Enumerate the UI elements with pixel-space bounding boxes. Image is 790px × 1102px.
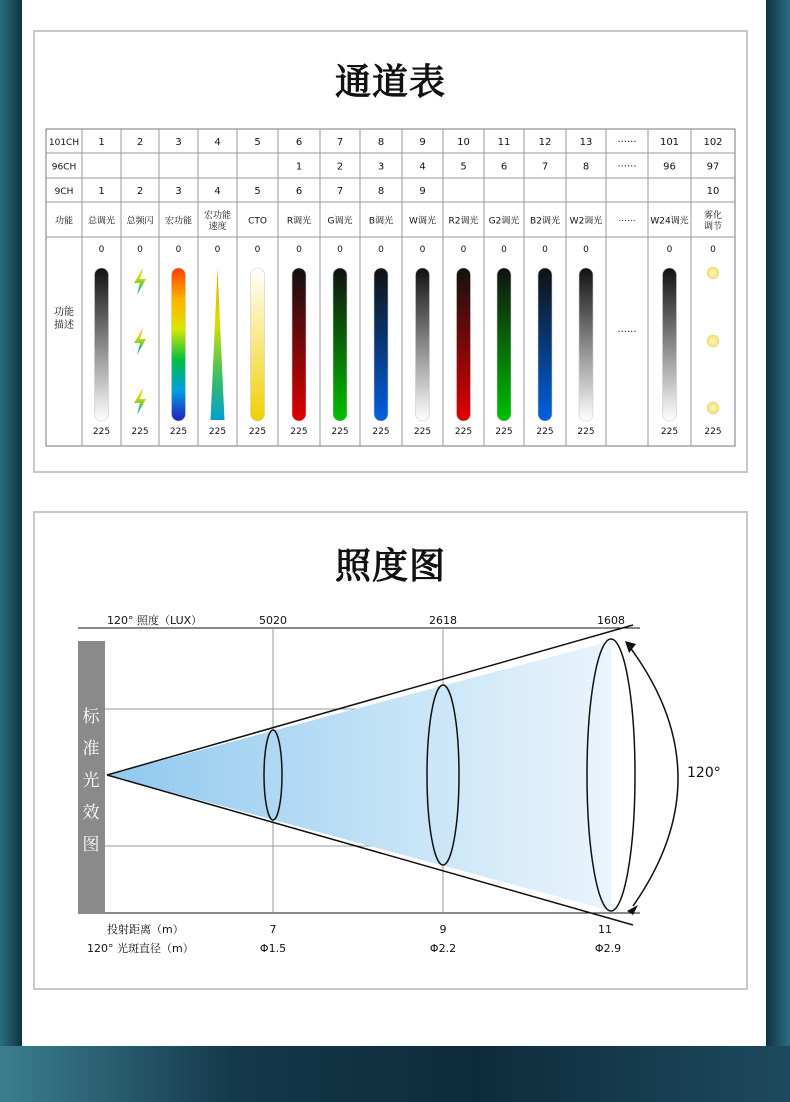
min-value: 0	[583, 245, 589, 255]
min-value: 0	[419, 245, 426, 255]
strobe-icon	[134, 388, 146, 415]
min-value: 0	[542, 245, 548, 255]
min-value: 0	[98, 245, 105, 255]
min-value: 0	[214, 245, 221, 255]
lux-label: 120° 照度（LUX）	[107, 614, 203, 627]
cell-value: ······	[617, 161, 637, 173]
cell-value: 8	[582, 161, 590, 173]
channel-bar	[172, 268, 186, 421]
max-value: 225	[208, 427, 227, 437]
channel-table-panel	[33, 30, 748, 473]
max-value: 225	[536, 427, 554, 437]
min-value: 0	[254, 245, 261, 255]
cell-value: 6	[295, 186, 303, 197]
min-value: 0	[710, 245, 716, 255]
channel-bar	[538, 268, 552, 421]
cell-value: 13	[579, 137, 593, 148]
min-value: 0	[378, 245, 384, 255]
channel-bar	[251, 268, 265, 421]
side-label-char: 图	[82, 835, 100, 855]
angle-arc	[629, 646, 678, 906]
function-name: 宏功能	[164, 216, 193, 227]
description-label: 功能	[54, 307, 74, 318]
cell-value: 5	[460, 161, 467, 173]
arc-arrowhead-top	[625, 641, 636, 653]
function-name: W2调光	[569, 216, 603, 227]
cell-value: 8	[377, 137, 385, 148]
distance-value: 9	[439, 923, 447, 936]
table-border	[46, 129, 735, 446]
fog-dot	[707, 402, 719, 414]
function-name: 调节	[703, 222, 723, 232]
max-value: 225	[131, 427, 149, 437]
cell-value: 9	[419, 137, 426, 148]
cell-value: ······	[617, 137, 637, 148]
light-beam	[107, 641, 611, 911]
max-value: 225	[92, 427, 111, 437]
cell-value: 9	[419, 186, 426, 197]
cell-value: 10	[706, 186, 720, 197]
cell-value: 6	[500, 161, 508, 173]
lux-value: 1608	[597, 614, 625, 627]
cell-value: 5	[254, 186, 261, 197]
cell-value: 4	[214, 137, 221, 148]
function-name: B2调光	[530, 216, 560, 227]
cell-value: 97	[706, 161, 720, 173]
cell-value: 7	[541, 161, 549, 173]
function-name: R调光	[286, 216, 312, 227]
function-name: ······	[618, 216, 636, 227]
diameter-value: Φ2.2	[429, 942, 457, 955]
cell-value: 101	[659, 137, 680, 148]
side-label-char: 标	[82, 707, 100, 727]
max-value: 225	[577, 427, 595, 437]
min-value: 0	[501, 245, 507, 255]
cell-value: 7	[336, 186, 344, 197]
min-value: 0	[460, 245, 467, 255]
lux-value: 2618	[429, 614, 457, 627]
fog-dot	[707, 267, 719, 279]
max-value: 225	[248, 427, 267, 437]
function-name: CTO	[248, 216, 267, 227]
angle-label: 120°	[687, 765, 721, 781]
max-value: 225	[454, 427, 473, 437]
max-value: 225	[660, 427, 679, 437]
side-label-char: 效	[82, 803, 100, 823]
function-label: 功能	[54, 216, 74, 227]
cell-value: 11	[497, 137, 511, 148]
min-value: 0	[175, 245, 182, 255]
diameter-value: Φ1.5	[259, 942, 287, 955]
row-label: 96CH	[51, 162, 77, 173]
diameter-value: Φ2.9	[594, 942, 622, 955]
max-value: 225	[169, 427, 188, 437]
row-label: 101CH	[48, 138, 80, 148]
cell-value: 102	[703, 137, 723, 148]
max-value: 225	[704, 427, 722, 437]
channel-bar	[416, 268, 430, 421]
row-label: 9CH	[54, 187, 74, 197]
cell-value: 96	[663, 161, 676, 173]
description-label: 描述	[54, 320, 74, 331]
channel-bar	[374, 268, 388, 421]
channel-bar	[333, 268, 347, 421]
function-name: 宏功能	[203, 211, 232, 221]
max-value: 225	[495, 427, 513, 437]
distance-value: 7	[269, 923, 277, 936]
channel-bar	[579, 268, 593, 421]
max-value: 225	[413, 427, 432, 437]
channel-table	[35, 32, 746, 471]
side-label-char: 光	[82, 771, 100, 791]
speed-wedge	[211, 268, 225, 420]
function-name: W24调光	[650, 216, 689, 227]
min-value: 0	[337, 245, 343, 255]
cell-value: 7	[336, 137, 344, 148]
strobe-icon	[134, 328, 146, 355]
channel-bar	[292, 268, 306, 421]
function-name: 速度	[208, 222, 227, 232]
cell-value: 8	[377, 186, 385, 197]
function-name: 总频闪	[126, 216, 154, 227]
cell-value: 3	[175, 137, 182, 148]
min-value: 0	[137, 245, 143, 255]
illuminance-diagram	[35, 513, 746, 988]
cell-value: 10	[457, 137, 470, 148]
channel-bar	[95, 268, 109, 421]
distance-label: 投射距离（m）	[107, 923, 184, 936]
function-name: B调光	[368, 216, 394, 227]
min-value: 0	[666, 245, 673, 255]
strobe-icon	[134, 268, 146, 295]
cell-value: 5	[254, 137, 261, 148]
cell-value: 4	[214, 186, 221, 197]
fog-dot	[707, 335, 719, 347]
function-name: G调光	[327, 216, 353, 227]
max-value: 225	[372, 427, 390, 437]
cell-value: 4	[419, 161, 426, 173]
function-name: R2调光	[448, 216, 479, 227]
function-name: 雾化	[703, 211, 723, 221]
cell-value: 3	[377, 161, 385, 173]
cell-value: 12	[538, 137, 552, 148]
channel-bar	[663, 268, 677, 421]
illuminance-title: 照度图	[334, 546, 446, 587]
cell-value: 2	[336, 161, 344, 173]
function-name: 总调光	[87, 216, 116, 227]
lux-value: 5020	[259, 614, 287, 627]
cell-value: 1	[98, 186, 105, 197]
max-value: 225	[331, 427, 349, 437]
channel-bar	[457, 268, 471, 421]
illuminance-panel	[33, 511, 748, 990]
function-name: G2调光	[488, 216, 520, 227]
cell-value: 1	[98, 137, 105, 148]
distance-value: 11	[598, 923, 612, 936]
function-name: W调光	[409, 216, 436, 227]
cell-value: 2	[136, 186, 144, 197]
side-label-char: 准	[82, 739, 100, 759]
cell-value: 3	[175, 186, 182, 197]
channel-bar	[497, 268, 511, 421]
cell-value: 2	[136, 137, 144, 148]
dots: ······	[617, 327, 637, 338]
diameter-label: 120° 光斑直径（m）	[87, 942, 194, 955]
min-value: 0	[296, 245, 302, 255]
channel-table-title: 通道表	[334, 62, 446, 103]
bottom-band	[0, 1046, 790, 1102]
cell-value: 1	[295, 161, 303, 173]
max-value: 225	[290, 427, 308, 437]
cell-value: 6	[295, 137, 303, 148]
